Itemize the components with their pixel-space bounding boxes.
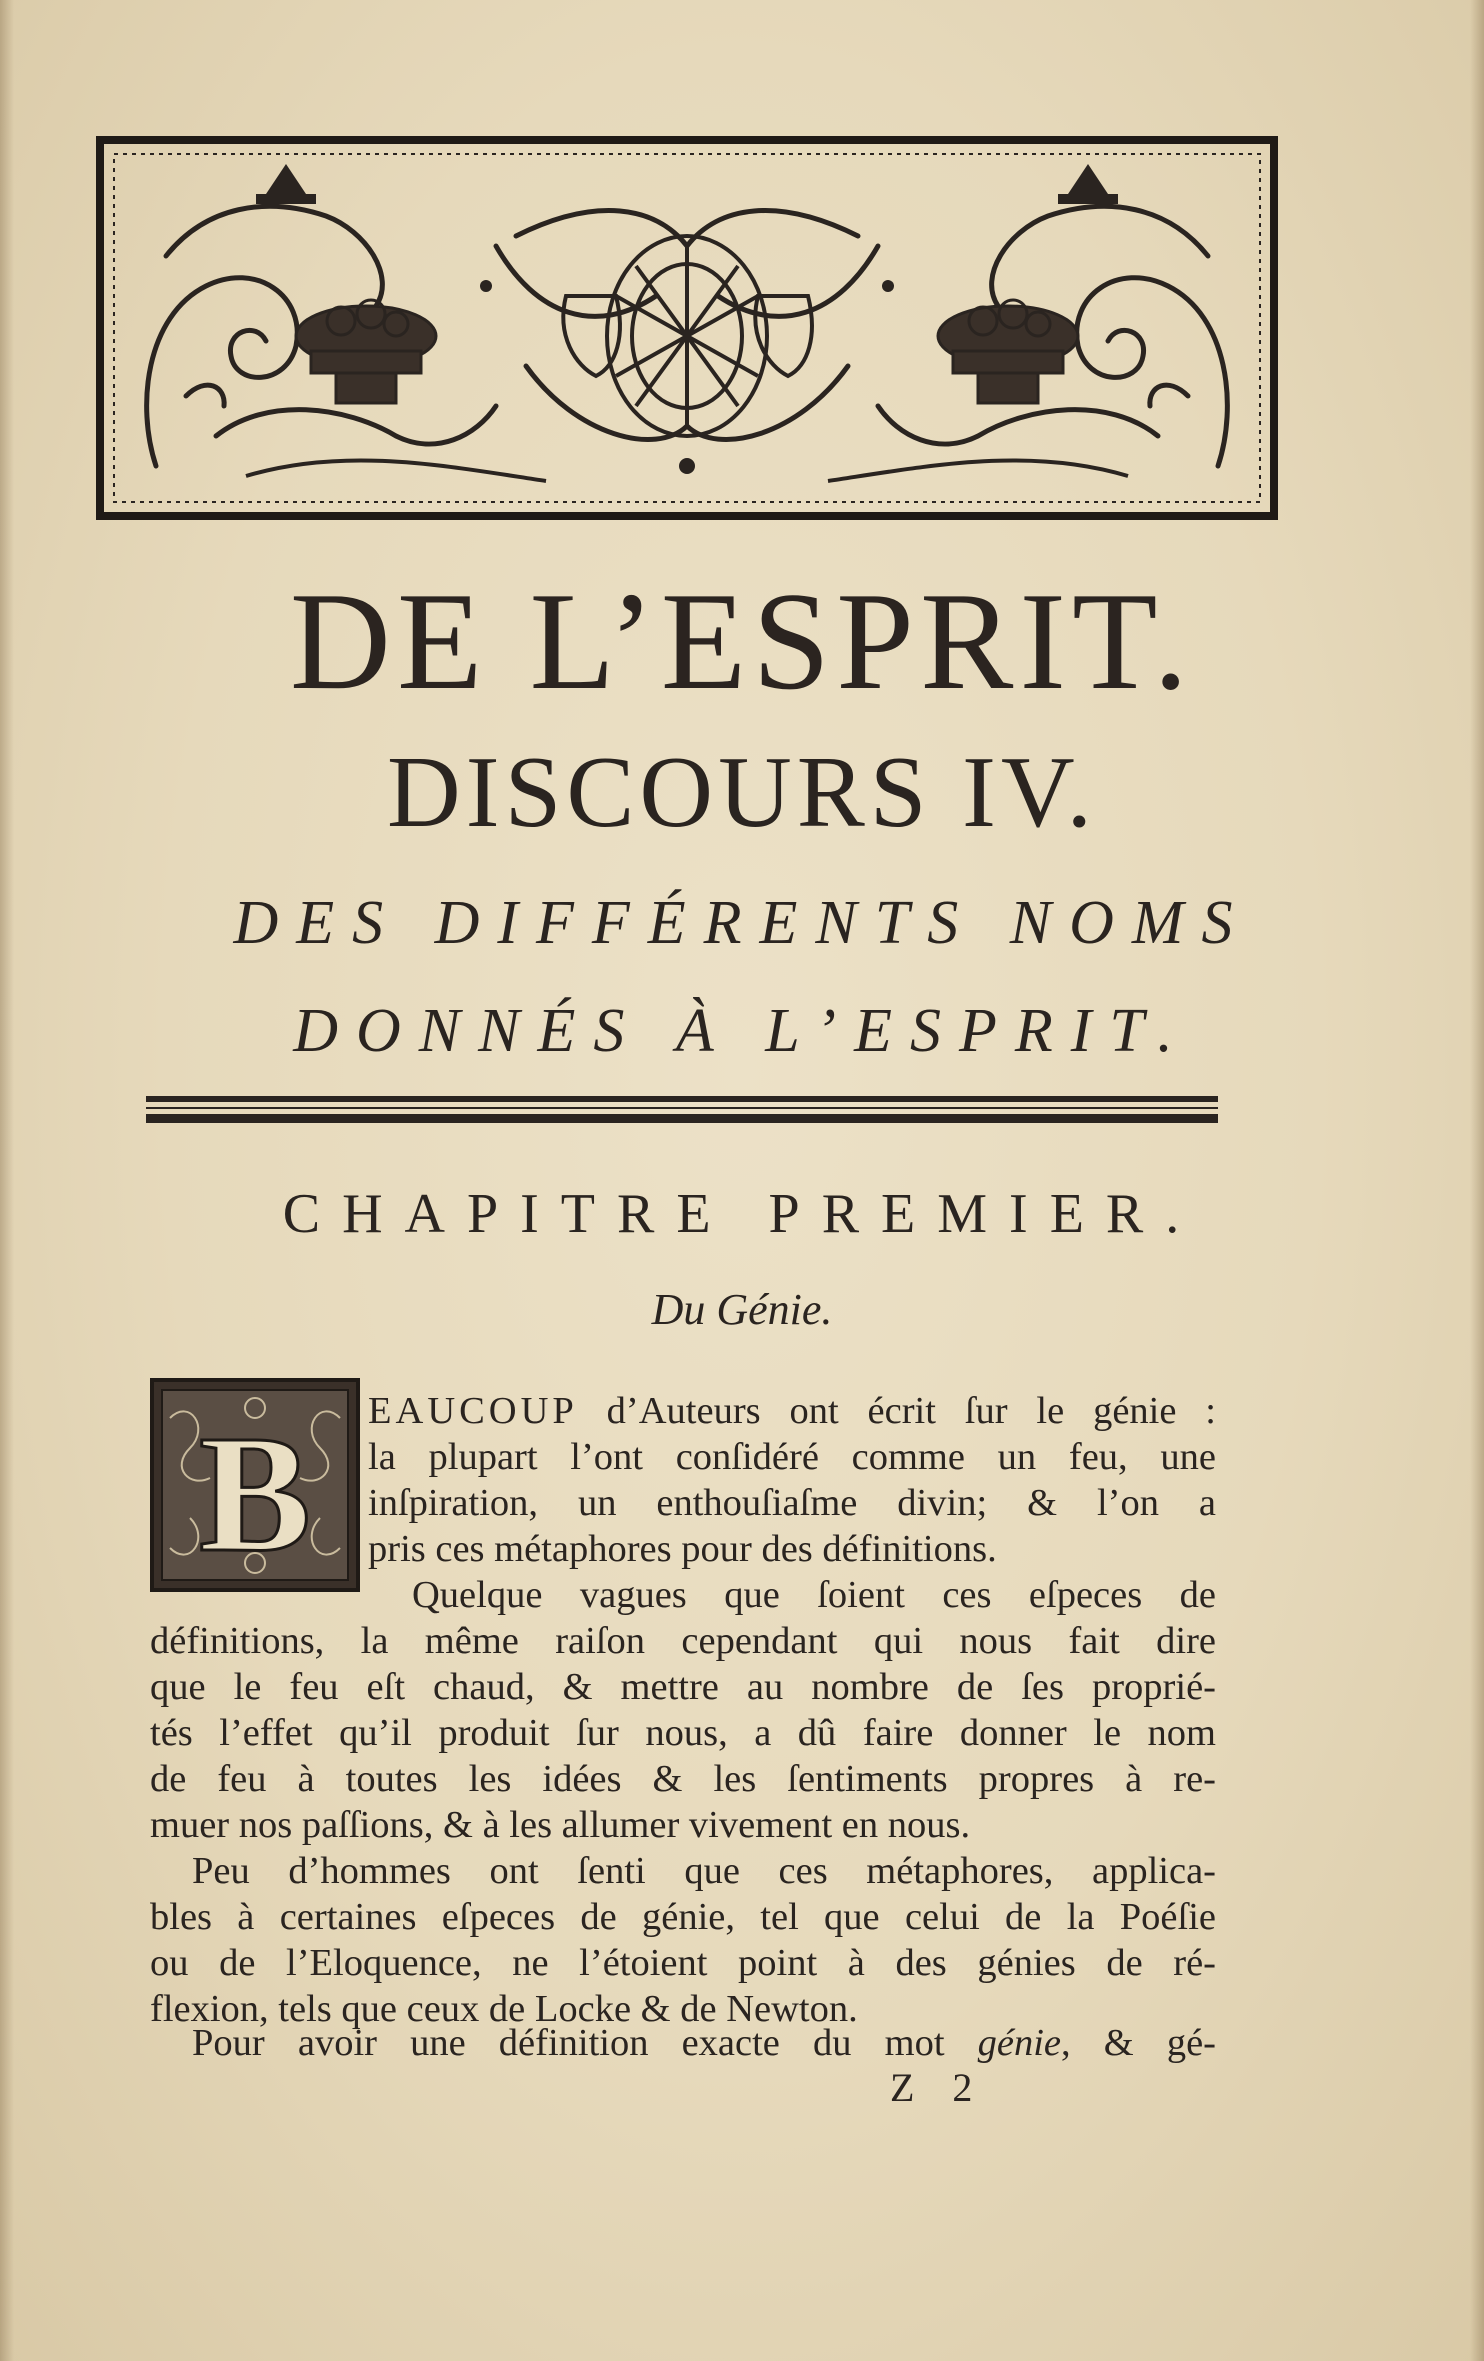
signature-mark: Z 2 [890, 2065, 987, 2110]
italic-word: génie [977, 2022, 1062, 2064]
chapter-heading: CHAPITRE PREMIER. [282, 1183, 1202, 1245]
text-line: inſpiration, un enthouſiaſme divin; & l’on a [368, 1482, 1216, 1524]
page-edge-left [0, 0, 14, 2361]
text-line: la plupart l’ont conſidéré comme un feu, une [368, 1436, 1216, 1478]
text-line: muer nos paſſions, & à les allumer vivement en nous. [150, 1804, 971, 1846]
discours-heading: DISCOURS IV. [387, 736, 1097, 849]
decorated-initial-b-icon [150, 1378, 360, 1592]
rule-divider-icon [146, 1094, 1218, 1130]
text-line-rest: d’Auteurs ont écrit ſur le génie : [577, 1390, 1216, 1432]
discours-subtitle-line-2: DONNÉS À L’ESPRIT. [293, 997, 1191, 1065]
decorated-initial [150, 1378, 360, 1592]
text-line: pris ces métaphores pour des définitions. [368, 1528, 997, 1570]
text-run: , & gé- [1061, 2022, 1216, 2064]
headpiece-ornament-icon [96, 136, 1278, 520]
page-edge-right [1470, 0, 1484, 2361]
double-rule-divider [146, 1094, 1218, 1130]
text-line [192, 2024, 1216, 2063]
text-line: de feu à toutes les idées & les ſentiments propres à re- [150, 1758, 1216, 1800]
text-line: bles à certaines eſpeces de génie, tel que celui de la Poéſie [150, 1896, 1216, 1938]
text-line: Peu d’hommes ont ſenti que ces métaphores, applica- [192, 1850, 1216, 1892]
text-line: que le feu eſt chaud, & mettre au nombre de ſes proprié- [150, 1666, 1216, 1708]
book-title: DE L’ESPRIT. [289, 564, 1195, 719]
chapter-subheading: Du Génie. [651, 1285, 833, 1334]
text-line [368, 1392, 1216, 1431]
ornamental-headpiece [96, 136, 1278, 520]
text-run: Pour avoir une définition exacte du mot [192, 2022, 978, 2064]
text-line: flexion, tels que ceux de Locke & de Newton. [150, 1988, 858, 2030]
text-line: Quelque vagues que ſoient ces eſpeces de [412, 1574, 1216, 1616]
svg-text:B: B [198, 1401, 312, 1587]
text-line: tés l’effet qu’il produit ſur nous, a dû faire donner le nom [150, 1712, 1216, 1754]
text-line: définitions, la même raiſon cependant qui nous fait dire [150, 1620, 1216, 1662]
text-line: ou de l’Eloquence, ne l’étoient point à des génies de ré- [150, 1942, 1216, 1984]
small-caps-word: EAUCOUP [368, 1390, 578, 1432]
discours-subtitle-line-1: DES DIFFÉRENTS NOMS [233, 889, 1251, 957]
